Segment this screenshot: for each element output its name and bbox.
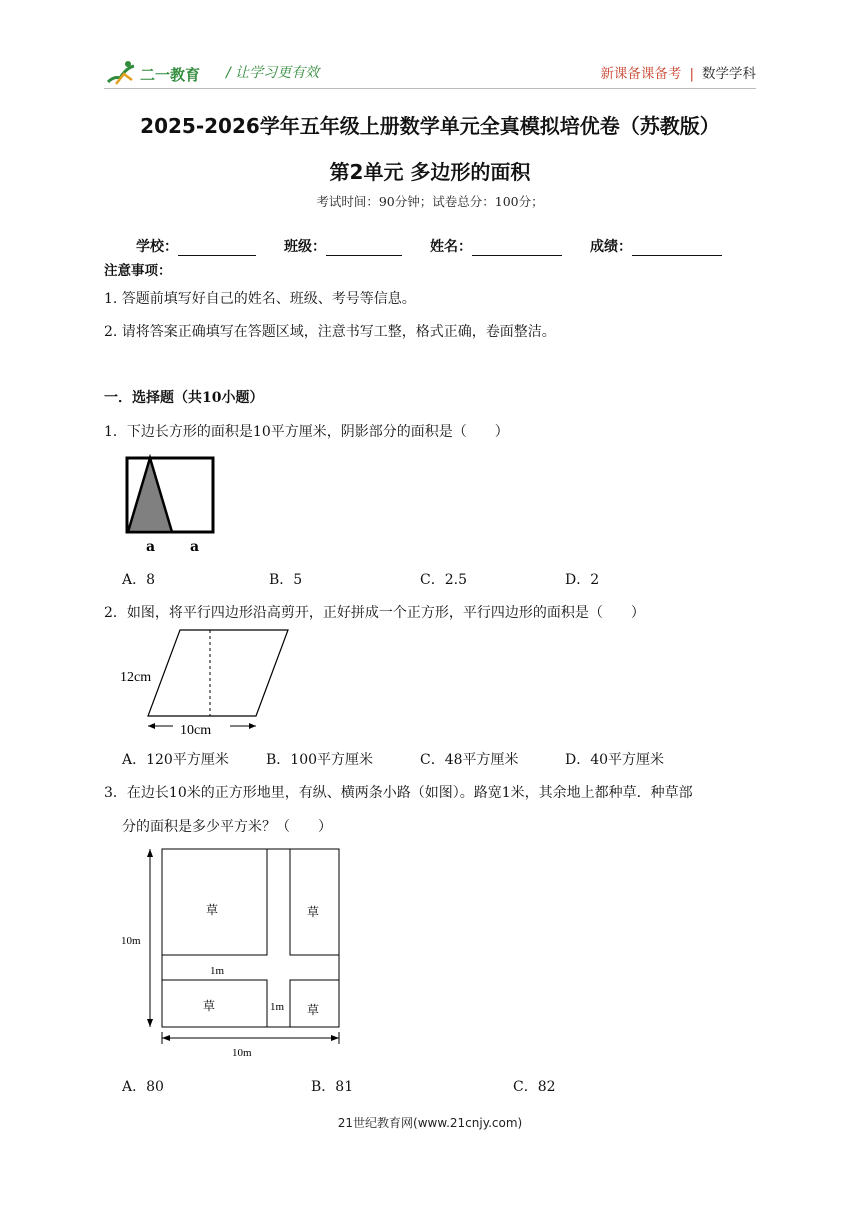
base-label: 10cm [180,723,212,738]
option-d[interactable]: D．40平方厘米 [565,752,665,768]
arrow-left-icon [162,1035,170,1041]
question-3-stem: 3．在边长10米的正方形地里，有纵、横两条小路（如图）。路宽1米，其余地上都种草．种草部 [104,785,693,801]
option-c[interactable]: C．2.5 [420,572,467,588]
parallelogram-shape [148,630,288,716]
label-a: a [190,539,200,554]
name-blank[interactable] [472,241,562,256]
slogan: / 让学习更有效 [226,65,320,81]
arrow-up-icon [147,849,153,857]
option-b[interactable]: B．5 [269,572,303,588]
bottom-length-label: 10m [232,1047,252,1059]
option-a[interactable]: A．120平方厘米 [122,752,229,768]
school-label: 学校： [136,239,178,255]
square-field [162,849,339,1027]
class-label: 班级： [284,239,326,255]
page-subtitle: 第2单元 多边形的面积 [329,160,531,184]
section-heading: 一．选择题（共10小题） [104,390,264,406]
arrow-down-icon [147,1019,153,1027]
notice-heading: 注意事项： [104,263,172,279]
school-blank[interactable] [178,241,256,256]
school-field[interactable] [136,236,256,256]
header-subject [600,62,756,82]
option-d[interactable]: D．2 [565,572,600,588]
side-length-label: 10m [121,935,141,947]
side-label: 12cm [120,670,152,685]
score-blank[interactable] [632,241,722,256]
option-b[interactable]: B．100平方厘米 [266,752,374,768]
logo [104,58,216,88]
question-3-figure [118,844,348,1064]
runner-logo-icon [104,58,216,88]
question-1-stem: 1．下边长方形的面积是10平方厘米，阴影部分的面积是（ ） [104,424,509,440]
header-tag: 新课备课备考 [600,66,682,82]
option-c[interactable]: C．82 [513,1079,556,1095]
class-blank[interactable] [326,241,402,256]
arrow-right-icon [331,1035,339,1041]
question-2-figure [118,626,298,742]
logo-text: 二一教育 [140,66,201,84]
header-divider [104,88,756,89]
option-a[interactable]: A．8 [122,572,156,588]
name-label: 姓名： [430,239,472,255]
header-separator: | [689,66,694,82]
grass-label: 草 [206,903,219,917]
option-c[interactable]: C．48平方厘米 [420,752,519,768]
option-b[interactable]: B．81 [311,1079,354,1095]
footer-link[interactable]: 21世纪教育网(www.21cnjy.com) [337,1116,523,1130]
score-field[interactable] [590,236,722,256]
road-width-label: 1m [210,965,225,977]
notice-item: 2. 请将答案正确填写在答题区域，注意书写工整，格式正确，卷面整洁。 [104,324,556,340]
score-label: 成绩： [590,239,632,255]
arrow-right-icon [249,723,256,729]
option-a[interactable]: A．80 [122,1079,164,1095]
name-field[interactable] [430,236,562,256]
question-2-stem: 2．如图，将平行四边形沿高剪开，正好拼成一个正方形，平行四边形的面积是（ ） [104,605,645,621]
page-title: 2025-2026学年五年级上册数学单元全真模拟培优卷（苏教版） [140,114,720,138]
road-width-label: 1m [270,1001,285,1013]
arrow-left-icon [148,723,155,729]
header-subject-label: 数学学科 [702,66,756,82]
question-3-stem-cont: 分的面积是多少平方米？（ ） [122,819,332,835]
grass-label: 草 [203,999,216,1013]
question-1-figure [122,454,222,554]
grass-label: 草 [307,905,320,919]
class-field[interactable] [284,236,402,256]
exam-meta: 考试时间：90分钟；试卷总分：100分； [316,194,544,209]
grass-label: 草 [307,1003,320,1017]
info-fields [136,236,750,256]
label-a: a [146,539,156,554]
notice-item: 1. 答题前填写好自己的姓名、班级、考号等信息。 [104,291,416,307]
